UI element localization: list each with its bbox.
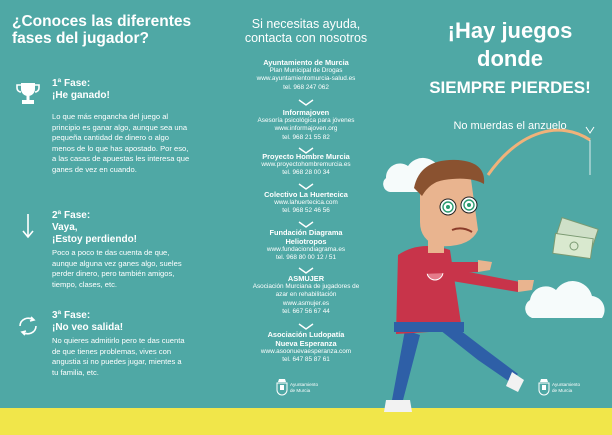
spiral-eye-icon: [440, 199, 456, 215]
org-phone: tel. 647 85 87 61: [282, 356, 330, 364]
left-leg: [392, 330, 420, 404]
phases-heading: ¿Conoces las diferentes fases del jugador?: [12, 13, 192, 47]
coat-of-arms-icon: [538, 378, 550, 396]
org-phone: tel. 968 21 55 82: [282, 133, 330, 141]
org-phone: tel. 667 56 67 44: [282, 307, 330, 315]
org-website[interactable]: www.asoonuevaesperanza.com: [260, 348, 352, 355]
org-website[interactable]: www.lahuertecica.com: [274, 199, 338, 206]
left-hand: [478, 260, 492, 272]
logo-text-line1: Ayuntamiento: [552, 382, 581, 387]
fishing-rod: [488, 130, 590, 175]
phase-1-name: ¡He ganado!: [52, 90, 110, 101]
org-name-line2: Nueva Esperanza: [275, 339, 337, 348]
org-line: Asesoría psicológica para jóvenes: [257, 117, 355, 124]
org-website[interactable]: www.informajoven.org: [274, 125, 338, 133]
right-leg: [440, 324, 518, 382]
shirt: [396, 246, 462, 334]
phase-3-text: No quieres admitirlo pero te das cuenta de que tienes problemas, vives con angustia si no puedes jugar, mientes a tu familia, etc.: [52, 336, 185, 377]
org-name: ASMUJER: [287, 274, 325, 283]
org-name: Informajoven: [282, 108, 330, 117]
org-website[interactable]: www.proyectohombremurcia.es: [261, 161, 351, 168]
cover-title-line1: ¡Hay juegos: [447, 18, 573, 43]
org-website[interactable]: www.ayuntamientomurcia-salud.es: [256, 75, 356, 83]
org-phone: tel. 968 28 00 34: [282, 169, 330, 177]
phase-1-text: Lo que más engancha del juego al principio es ganar algo, aunque sea una pequeña cantidad de dinero o algo menos de lo que has apostado. Por eso, a las casas de apuestas les interesa que ganes de vez en cuando.: [52, 112, 190, 174]
left-shoe: [384, 400, 412, 412]
contacts-heading-line1: Si necesitas ayuda,: [251, 17, 361, 31]
org-line: azar en rehabilitación: [275, 291, 337, 299]
right-arm: [446, 268, 520, 292]
logo-text-line1: Ayuntamiento: [290, 382, 319, 387]
phase-2-name-line2: ¡Estoy perdiendo!: [52, 234, 138, 245]
cover-title-line2: donde: [477, 46, 543, 71]
org-name: Colectivo La Huertecica: [264, 190, 348, 199]
spiral-eye-icon: [461, 197, 477, 213]
logo-text-line2: de Murcia: [290, 387, 311, 393]
org-website[interactable]: www.fundaciondiagrama.es: [266, 246, 346, 253]
ayuntamiento-logo-cover: [538, 378, 584, 404]
phase-2-text: Poco a poco te das cuenta de que, aunque alguna vez ganes algo, sueles perder dinero, pero también amigos, tiempo, clases, etc.: [52, 248, 182, 289]
org-phone: tel. 968 52 46 56: [282, 207, 330, 215]
org-name-line2: Heliotropos: [285, 237, 327, 246]
cover-subtitle: No muerdas el anzuelo: [453, 120, 567, 132]
org-name: Fundación Diagrama: [269, 228, 343, 237]
contacts-heading-line2: contacta con nosotros: [244, 31, 368, 45]
phase-3-name: ¡No veo salida!: [52, 322, 124, 333]
org-name: Proyecto Hombre Murcia: [262, 152, 350, 161]
org-line: Plan Municipal de Drogas: [269, 67, 343, 74]
logo-text-line2: de Murcia: [552, 387, 573, 393]
belt: [394, 322, 464, 332]
org-phone: tel. 968 80 00 12 / 51: [275, 254, 337, 262]
cloud-icon: [525, 281, 604, 318]
phase-1-number: 1ª Fase:: [52, 78, 91, 89]
org-phone: tel. 968 247 062: [283, 83, 329, 91]
org-name: Ayuntamiento de Murcia: [263, 58, 349, 67]
logo-text: [552, 382, 580, 393]
phase-3-number: 3ª Fase:: [52, 310, 91, 321]
org-website[interactable]: www.asmujer.es: [282, 299, 330, 307]
cover-title-line3: SIEMPRE PIERDES!: [429, 78, 591, 97]
right-hand: [518, 280, 534, 292]
org-name: Asociación Ludopatía: [267, 330, 345, 339]
money-bills-icon: [553, 218, 598, 259]
phase-2-number: 2ª Fase:: [52, 210, 91, 221]
phase-2-name-line1: Vaya,: [52, 222, 78, 233]
org-line: Asociación Murciana de jugadores de: [252, 283, 360, 290]
